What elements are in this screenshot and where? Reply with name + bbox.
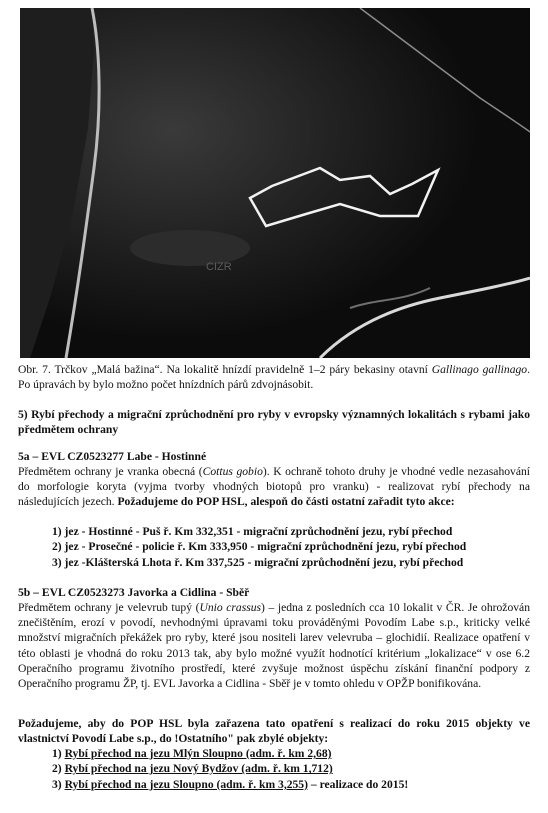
list-item-text: Rybí přechod na jezu Sloupno (adm. ř. km 3,255) — [64, 777, 308, 791]
aerial-photo — [20, 8, 530, 358]
section-5b-text-2: ) – jedna z posledních cca 10 lokalit v ČR. Je ohrožován znečištěním, erozí v povodí, nevhodnými úpravami toku prováděnými Povodím Labe s.p., kriticky velké množství migračních překážek pro ryby, které jsou nositeli larev velevruba – glochidií. Realizace opatření v této oblasti je vhodná do roku 2013 tak, aby bylo možné využít hodnotící kritérium „lokalizace“ v ose 6.2 Operačního programu životního prostředí, které zvyšuje možnost úspěchu získání finanční podpory z Operačního programu ŽP, tj. EVL Javorka a Cidlina - Sběř je v tomto ohledu v OPŽP bonifikována. — [18, 601, 530, 691]
section-5a-text-1: Předmětem ochrany je vranka obecná ( — [18, 465, 203, 478]
photo-background — [20, 8, 530, 358]
aerial-photo-drawing — [20, 8, 530, 358]
caption-suffix: . Po úpravách by bylo možno počet hnízdních párů zdvojnásobit. — [18, 363, 530, 392]
list-item: 3) jez -Klášterská Lhota ř. Km 337,525 - migrační zprůchodnění jezu, rybí přechod — [52, 555, 464, 569]
list-item-tail: – realizace do 2015! — [307, 777, 409, 791]
caption-prefix: Obr. 7. Trčkov „Malá bažina“. Na lokalitě hnízdí pravidelně 1–2 páry bekasiny otavní — [18, 363, 432, 376]
section-5b-heading: 5b – EVL CZ0523273 Javorka a Cidlina - Sběř — [18, 586, 250, 599]
figure-caption — [18, 362, 530, 392]
caption-species: Gallinago gallinago — [431, 363, 528, 376]
dark-patch — [130, 230, 250, 266]
list-item — [52, 777, 522, 792]
list-item: 1) jez - Hostinné - Puš ř. Km 332,351 - migrační zprůchodnění jezu, rybí přechod — [52, 525, 453, 538]
section-5-heading: 5) Rybí přechody a migrační zprůchodnění pro ryby v evropsky významných lokalitách s rybami jako předmětem ochrany — [18, 408, 530, 437]
demand-list — [52, 746, 522, 792]
list-item-number: 3) — [52, 777, 65, 791]
demand-paragraph: Požadujeme, aby do POP HSL byla zařazena tato opatření s realizací do roku 2015 objekty ve vlastnictví Povodí Labe s.p., do !Ostatního" pak zbylé objekty: — [18, 717, 530, 746]
list-item — [52, 761, 522, 776]
section-5b-paragraph — [18, 600, 530, 691]
list-item — [52, 746, 522, 761]
section-5b-species: Unio crassus — [199, 601, 262, 614]
list-item-number: 2) — [52, 762, 65, 776]
section-5a-species: Cottus gobio — [202, 465, 263, 478]
section-5a-list — [52, 524, 522, 570]
section-5a-demand: Požadujeme do POP HSL, alespoň do části ostatní zařadit tyto akce: — [117, 495, 455, 509]
list-item-text: Rybí přechod na jezu Mlýn Sloupno (adm. ř. km 2,68) — [64, 747, 332, 760]
list-item-number: 1) — [52, 747, 65, 760]
section-5b-text-1: Předmětem ochrany je velevrub tupý ( — [18, 601, 200, 614]
list-item-text: Rybí přechod na jezu Nový Bydžov (adm. ř. km 1,712) — [64, 762, 333, 776]
photo-overlay-text: CIZR — [206, 261, 232, 273]
section-5a-heading: 5a – EVL CZ0523277 Labe - Hostinné — [18, 450, 207, 463]
section-5a-text-2: ). K ochraně tohoto druhy je vhodné vedle nezasahování do morfologie koryta (vyjma tvorby vhodných biotopů pro vranku) - realizovat rybí přechody na následujících jezech. — [18, 465, 530, 509]
section-5a-paragraph — [18, 464, 530, 510]
list-item: 2) jez - Prosečné - policie ř. Km 333,950 - migrační zprůchodnění jezu, rybí přechod — [52, 540, 467, 554]
